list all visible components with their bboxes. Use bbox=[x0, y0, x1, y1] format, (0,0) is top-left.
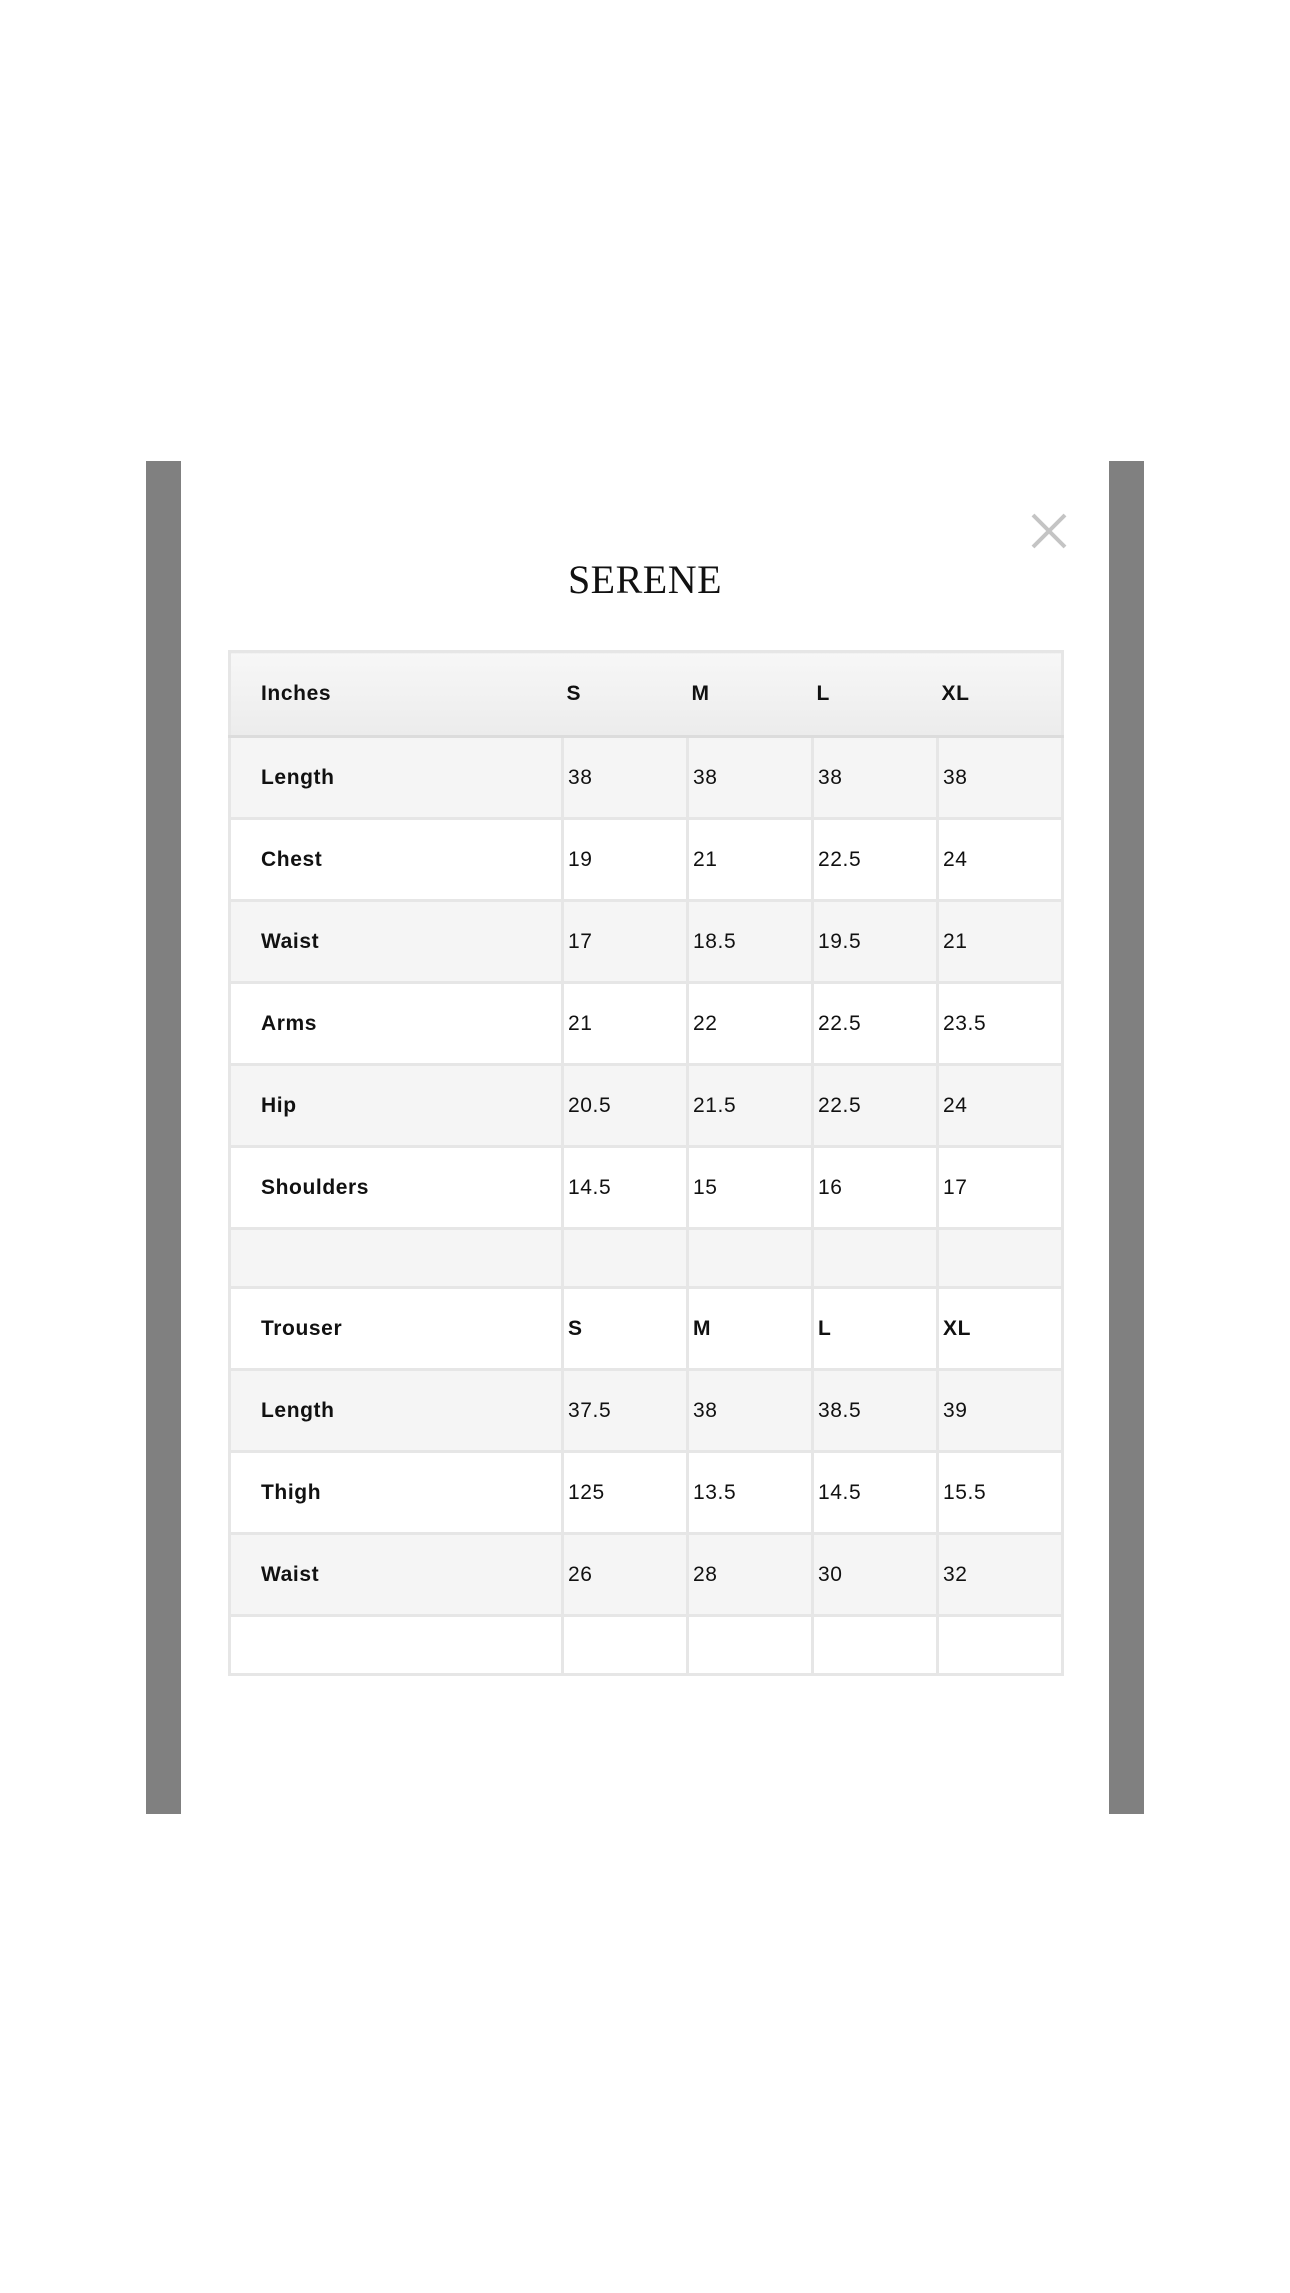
table-cell: 37.5 bbox=[563, 1370, 688, 1452]
table-cell: 38 bbox=[938, 737, 1063, 819]
row-label: Trouser bbox=[230, 1288, 563, 1370]
size-chart-table bbox=[228, 650, 1064, 1676]
table-cell: 32 bbox=[938, 1534, 1063, 1616]
table-cell: 17 bbox=[563, 901, 688, 983]
table-cell: 21 bbox=[563, 983, 688, 1065]
table-cell: 22.5 bbox=[813, 1065, 938, 1147]
table-cell bbox=[938, 1229, 1063, 1288]
table-cell: 19.5 bbox=[813, 901, 938, 983]
table-cell: 38 bbox=[688, 737, 813, 819]
modal-title: SERENE bbox=[567, 557, 723, 602]
table-cell bbox=[938, 1616, 1063, 1675]
table-cell bbox=[813, 1229, 938, 1288]
table-cell bbox=[813, 1616, 938, 1675]
table-cell: 22.5 bbox=[813, 983, 938, 1065]
table-cell: 38 bbox=[813, 737, 938, 819]
header-cell: S bbox=[563, 652, 688, 737]
table-cell: 16 bbox=[813, 1147, 938, 1229]
table-cell bbox=[563, 1229, 688, 1288]
table-cell: L bbox=[813, 1288, 938, 1370]
table-row bbox=[230, 1534, 1063, 1616]
table-cell: 26 bbox=[563, 1534, 688, 1616]
row-label: Length bbox=[230, 1370, 563, 1452]
table-cell: M bbox=[688, 1288, 813, 1370]
table-row bbox=[230, 901, 1063, 983]
table-cell: 38 bbox=[563, 737, 688, 819]
table-cell: 21.5 bbox=[688, 1065, 813, 1147]
table-row bbox=[230, 1452, 1063, 1534]
table-cell: 15.5 bbox=[938, 1452, 1063, 1534]
table-cell: 17 bbox=[938, 1147, 1063, 1229]
table-cell: 30 bbox=[813, 1534, 938, 1616]
table-header-row bbox=[230, 652, 1063, 737]
table-cell: 20.5 bbox=[563, 1065, 688, 1147]
row-label: Hip bbox=[230, 1065, 563, 1147]
header-cell: M bbox=[688, 652, 813, 737]
table-row bbox=[230, 819, 1063, 901]
row-label: Length bbox=[230, 737, 563, 819]
table-cell: 21 bbox=[938, 901, 1063, 983]
table-cell: 15 bbox=[688, 1147, 813, 1229]
row-label: Chest bbox=[230, 819, 563, 901]
row-label: Waist bbox=[230, 901, 563, 983]
table-cell: XL bbox=[938, 1288, 1063, 1370]
size-chart-modal bbox=[181, 461, 1109, 1814]
close-icon bbox=[1019, 501, 1079, 561]
table-cell: 38.5 bbox=[813, 1370, 938, 1452]
table-cell: 24 bbox=[938, 1065, 1063, 1147]
table-cell bbox=[230, 1229, 563, 1288]
table-cell: 19 bbox=[563, 819, 688, 901]
table-cell bbox=[688, 1616, 813, 1675]
table-cell bbox=[688, 1229, 813, 1288]
table-row bbox=[230, 1065, 1063, 1147]
row-label: Arms bbox=[230, 983, 563, 1065]
table-cell: 39 bbox=[938, 1370, 1063, 1452]
table-cell: S bbox=[563, 1288, 688, 1370]
row-label: Shoulders bbox=[230, 1147, 563, 1229]
table-cell: 38 bbox=[688, 1370, 813, 1452]
table-cell bbox=[230, 1616, 563, 1675]
table-row-empty bbox=[230, 1616, 1063, 1675]
table-cell: 18.5 bbox=[688, 901, 813, 983]
table-cell: 14.5 bbox=[563, 1147, 688, 1229]
table-cell: 125 bbox=[563, 1452, 688, 1534]
table-row bbox=[230, 1370, 1063, 1452]
row-label: Waist bbox=[230, 1534, 563, 1616]
table-cell: 24 bbox=[938, 819, 1063, 901]
table-cell: 21 bbox=[688, 819, 813, 901]
table-cell: 22.5 bbox=[813, 819, 938, 901]
table-cell: 23.5 bbox=[938, 983, 1063, 1065]
close-button[interactable] bbox=[1019, 501, 1079, 561]
header-cell: XL bbox=[938, 652, 1063, 737]
table-cell: 28 bbox=[688, 1534, 813, 1616]
row-label: Thigh bbox=[230, 1452, 563, 1534]
header-cell: L bbox=[813, 652, 938, 737]
table-cell: 13.5 bbox=[688, 1452, 813, 1534]
trouser-header-row bbox=[230, 1288, 1063, 1370]
table-row bbox=[230, 983, 1063, 1065]
table-row-empty bbox=[230, 1229, 1063, 1288]
table-row bbox=[230, 737, 1063, 819]
table-cell bbox=[563, 1616, 688, 1675]
table-row bbox=[230, 1147, 1063, 1229]
table-cell: 14.5 bbox=[813, 1452, 938, 1534]
header-cell: Inches bbox=[230, 652, 563, 737]
table-cell: 22 bbox=[688, 983, 813, 1065]
